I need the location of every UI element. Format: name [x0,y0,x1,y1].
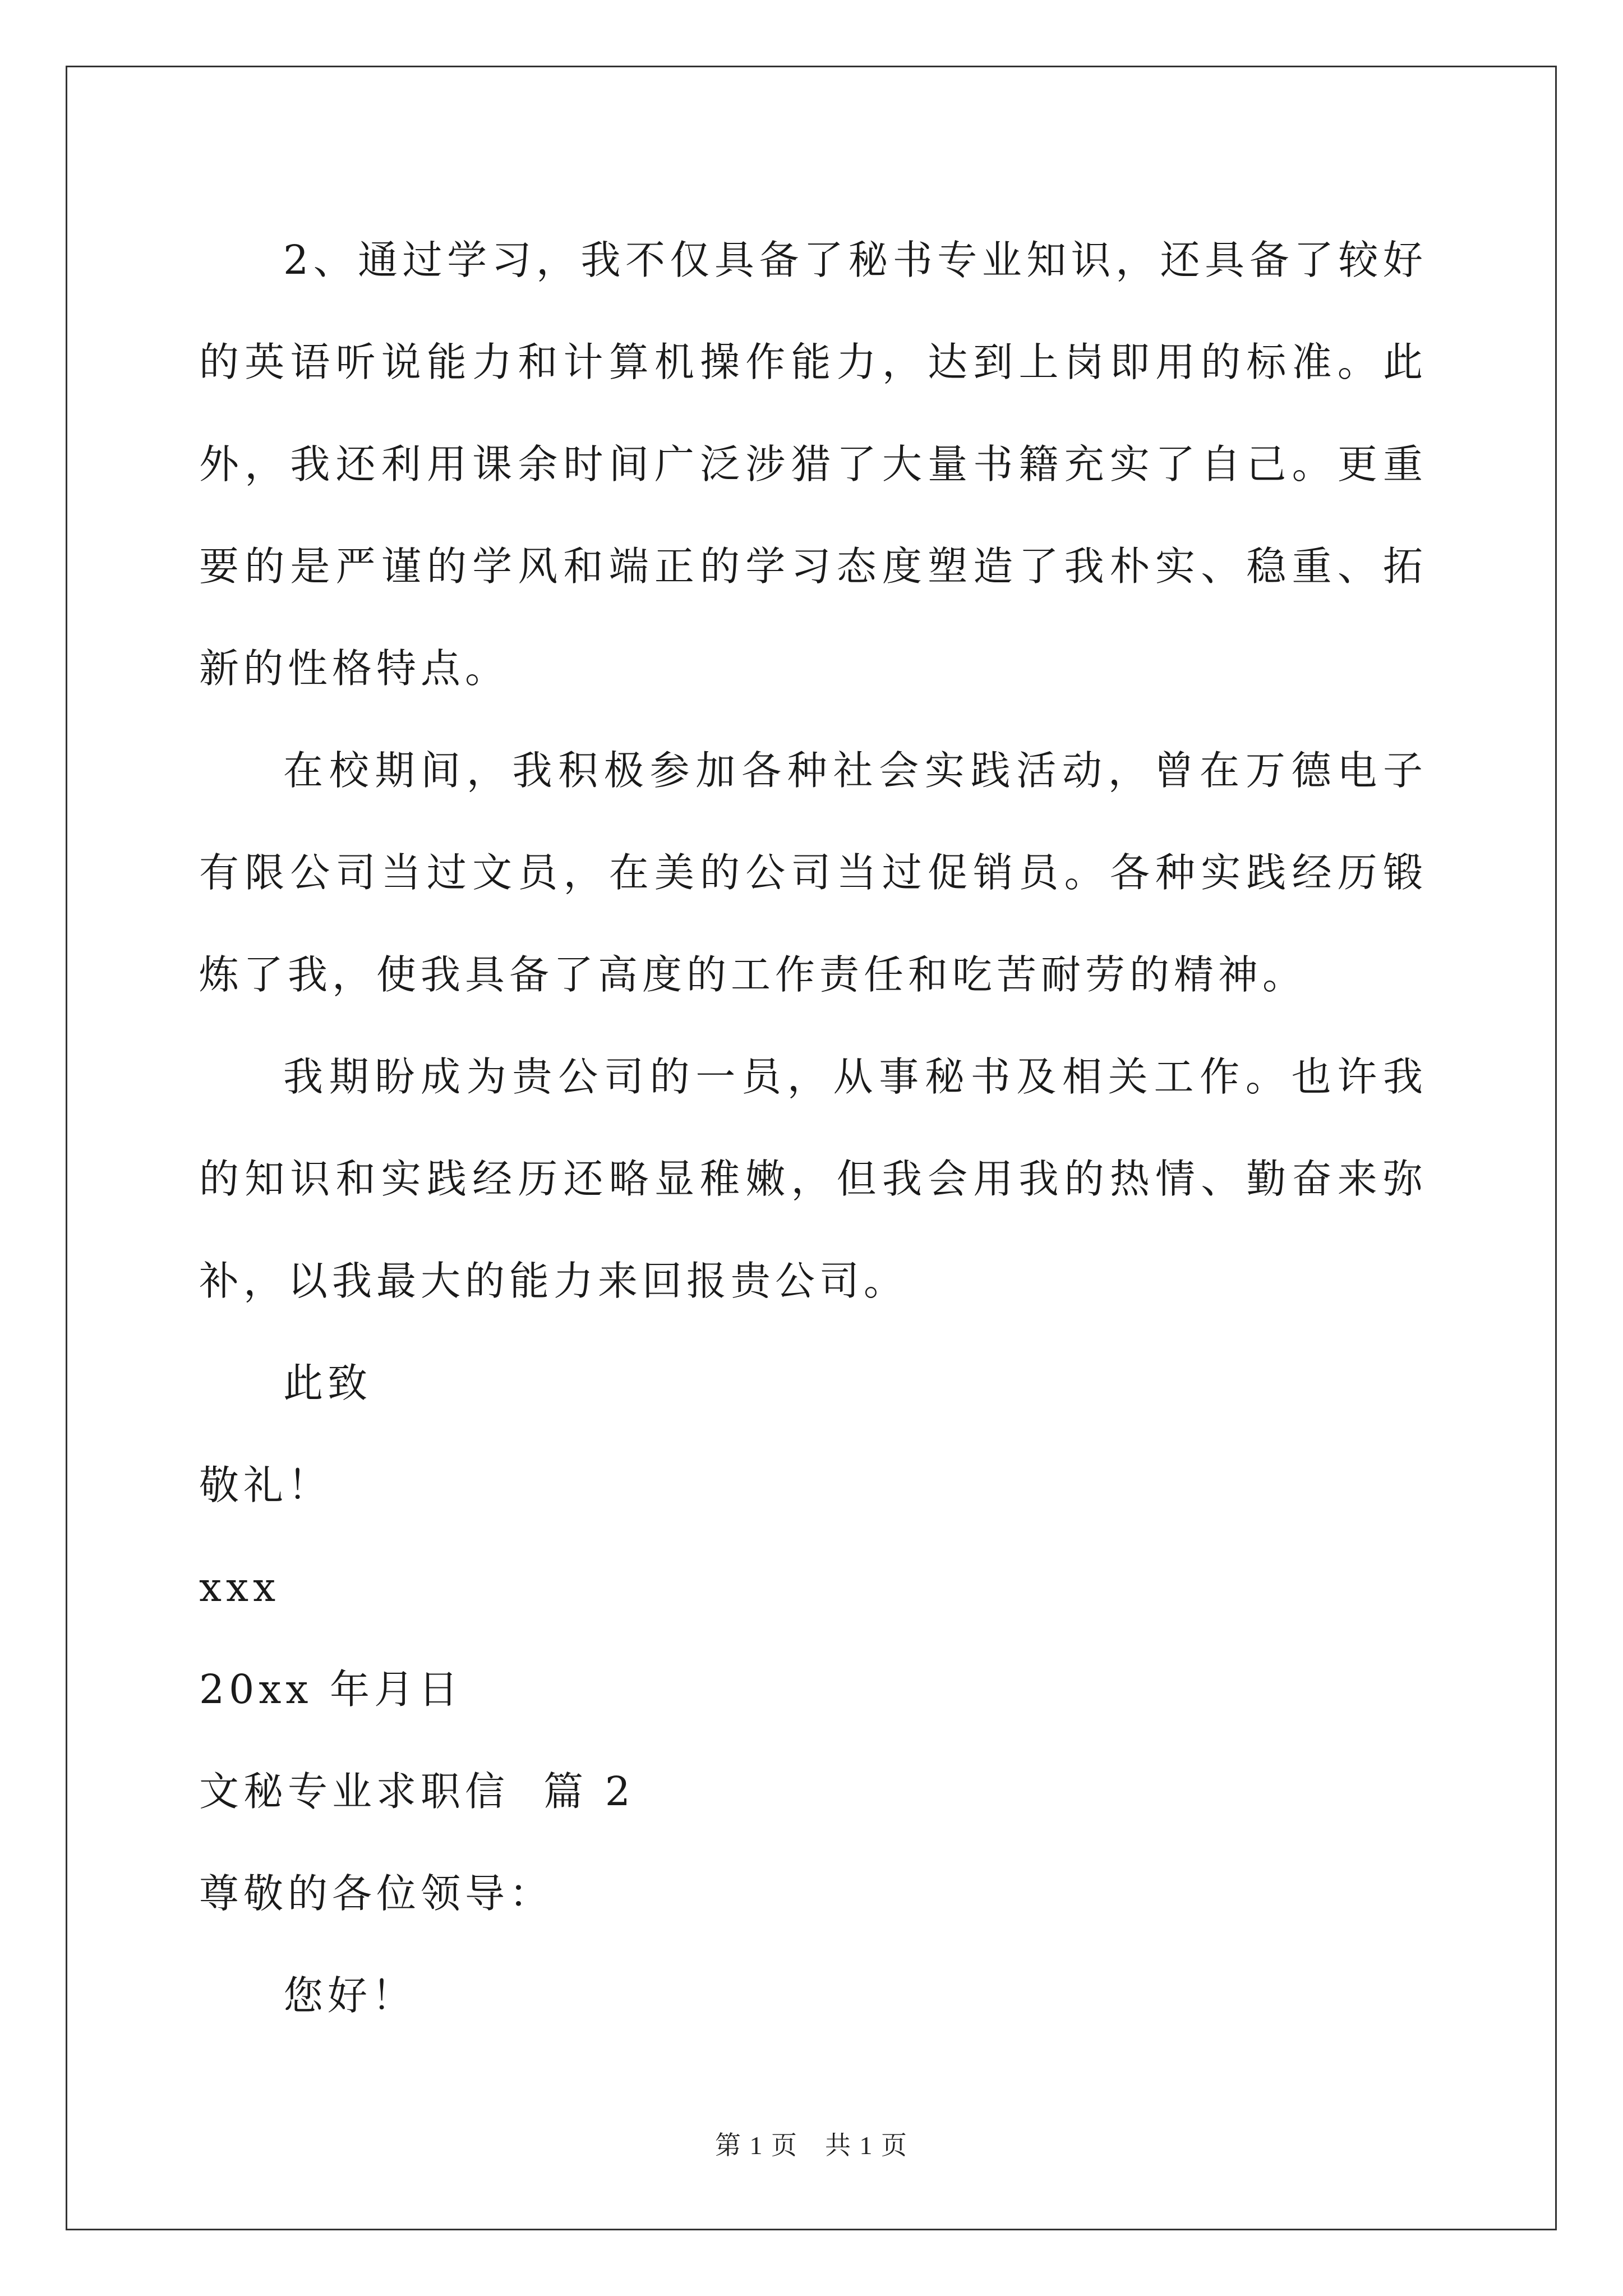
document-body [199,209,1427,2047]
paragraph-study: 2、通过学习，我不仅具备了秘书专业知识，还具备了较好的英语听说能力和计算机操作能力，达到上岗即用的标准。此外，我还利用课余时间广泛涉猎了大量书籍充实了自己。更重要的是严谨的学风和端正的学习态度塑造了我朴实、稳重、拓新的性格特点。 [199,237,1427,692]
salute-text: 敬礼！ [199,1462,333,1508]
closing-text: 此致 [283,1360,372,1406]
page-total: 共 1 页 [825,2131,908,2160]
signature-text: xxx [199,1564,280,1611]
opening-text: 您好！ [283,1972,417,2019]
paragraph-aspiration: 我期盼成为贵公司的一员，从事秘书及相关工作。也许我的知识和实践经历还略显稚嫩，但我会用我的热情、勤奋来弥补，以我最大的能力来回报贵公司。 [199,1053,1427,1304]
date-text: 20xx 年月日 [199,1666,463,1713]
section-title: 文秘专业求职信 篇 2 [199,1768,635,1815]
paragraph-practice: 在校期间，我积极参加各种社会实践活动，曾在万德电子有限公司当过文员，在美的公司当过促销员。各种实践经历锻炼了我，使我具备了高度的工作责任和吃苦耐劳的精神。 [199,747,1427,998]
page-footer [0,2125,1623,2162]
greeting-text: 尊敬的各位领导： [199,1870,554,1917]
page-number: 第 1 页 [715,2131,798,2160]
